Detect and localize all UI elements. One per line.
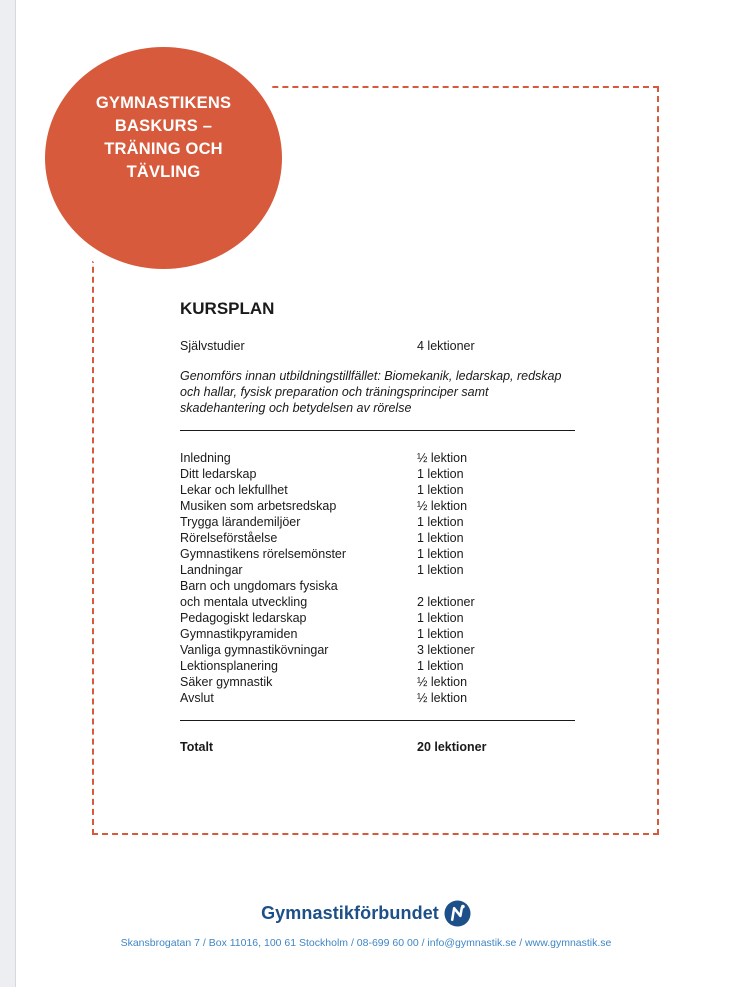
lesson-label: och mentala utveckling xyxy=(180,595,308,609)
lesson-label: Landningar xyxy=(180,563,243,577)
lesson-row xyxy=(180,450,575,466)
lesson-label: Avslut xyxy=(180,691,214,705)
lesson-label: Vanliga gymnastikövningar xyxy=(180,643,329,657)
course-badge xyxy=(45,47,282,269)
lesson-row xyxy=(180,642,575,658)
lesson-value: ½ lektion xyxy=(417,691,468,705)
divider xyxy=(180,430,575,431)
divider xyxy=(180,720,575,721)
total-value: 20 lektioner xyxy=(417,740,487,754)
self-study-label: Självstudier xyxy=(180,339,245,353)
course-badge-title: GYMNASTIKENS BASKURS – TRÄNING OCH TÄVLING xyxy=(95,94,232,181)
lesson-row xyxy=(180,690,575,706)
gymnastikforbundet-logo-icon xyxy=(444,900,471,927)
brand-name: Gymnastikförbundet xyxy=(261,902,439,923)
lesson-row xyxy=(180,546,575,562)
total-label: Totalt xyxy=(180,740,214,754)
lesson-label: Barn och ungdomars fysiska xyxy=(180,579,338,593)
self-study-row xyxy=(180,338,575,354)
lesson-row xyxy=(180,578,575,594)
lesson-value: 1 lektion xyxy=(417,547,464,561)
footer-logo xyxy=(0,896,732,930)
lesson-value: ½ lektion xyxy=(417,451,468,465)
lesson-row xyxy=(180,610,575,626)
course-plan xyxy=(180,296,575,755)
lesson-row xyxy=(180,498,575,514)
lesson-label: Lektionsplanering xyxy=(180,659,278,673)
lesson-label: Säker gymnastik xyxy=(180,675,273,689)
lesson-row xyxy=(180,530,575,546)
lesson-value: 1 lektion xyxy=(417,515,464,529)
lesson-label: Lekar och lekfullhet xyxy=(180,483,288,497)
lesson-value: 1 lektion xyxy=(417,611,464,625)
lesson-row xyxy=(180,562,575,578)
lesson-value: 1 lektion xyxy=(417,563,464,577)
lesson-label: Pedagogiskt ledarskap xyxy=(180,611,307,625)
lesson-row xyxy=(180,658,575,674)
self-study-note: Genomförs innan utbildningstillfället: Biomekanik, ledarskap, redskap och hallar, fysisk preparation och träningsprinciper samt skadehantering och betydelsen av rörelse xyxy=(180,369,562,415)
self-study-value: 4 lektioner xyxy=(417,339,475,353)
lesson-label: Ditt ledarskap xyxy=(180,467,257,481)
lesson-value: 1 lektion xyxy=(417,531,464,545)
lesson-row xyxy=(180,626,575,642)
lesson-value: 3 lektioner xyxy=(417,643,475,657)
lesson-label: Gymnastikpyramiden xyxy=(180,627,298,641)
footer-address: Skansbrogatan 7 / Box 11016, 100 61 Stockholm / 08-699 60 00 / info@gymnastik.se / www.gymnastik.se xyxy=(120,937,612,949)
lesson-value: 1 lektion xyxy=(417,659,464,673)
lesson-value: ½ lektion xyxy=(417,675,468,689)
lesson-value: 1 lektion xyxy=(417,467,464,481)
lesson-row xyxy=(180,482,575,498)
lesson-label: Inledning xyxy=(180,451,231,465)
lesson-value: 1 lektion xyxy=(417,483,464,497)
lesson-row xyxy=(180,674,575,690)
lesson-value: ½ lektion xyxy=(417,499,468,513)
lesson-label: Rörelseförståelse xyxy=(180,531,278,545)
lesson-value: 1 lektion xyxy=(417,627,464,641)
lesson-row xyxy=(180,466,575,482)
total-row xyxy=(180,739,575,755)
lesson-label: Trygga lärandemiljöer xyxy=(180,515,301,529)
lesson-list xyxy=(180,450,575,706)
lesson-row xyxy=(180,594,575,610)
lesson-value: 2 lektioner xyxy=(417,595,475,609)
lesson-label: Musiken som arbetsredskap xyxy=(180,499,337,513)
lesson-row xyxy=(180,514,575,530)
course-plan-heading: KURSPLAN xyxy=(180,299,275,318)
lesson-label: Gymnastikens rörelsemönster xyxy=(180,547,347,561)
page-edge xyxy=(0,0,16,987)
